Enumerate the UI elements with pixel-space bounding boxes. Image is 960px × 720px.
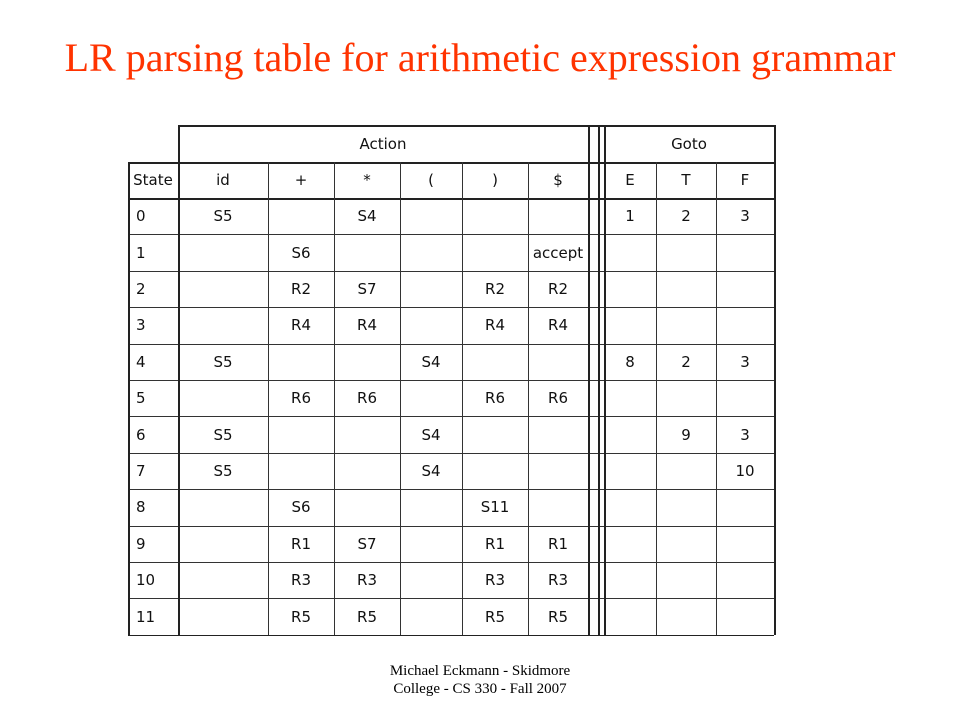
table-cell: R6: [548, 389, 568, 408]
table-cell: R6: [291, 389, 311, 408]
grid-line: [598, 125, 600, 635]
grid-line: [178, 125, 774, 127]
table-cell: [400, 598, 462, 634]
table-cell: [716, 234, 774, 270]
table-cell: [334, 489, 400, 525]
grid-line: [128, 162, 130, 635]
table-cell: S4: [421, 425, 441, 444]
table-cell: S6: [291, 498, 311, 517]
table-cell: S5: [213, 425, 233, 444]
grid-line: [128, 453, 774, 454]
column-header-2: +: [294, 171, 308, 189]
table-cell: [604, 271, 656, 307]
table-cell: [716, 380, 774, 416]
table-cell: [656, 489, 716, 525]
table-cell: [604, 453, 656, 489]
table-cell: S7: [357, 279, 377, 298]
column-header-3: *: [363, 171, 371, 189]
table-cell: 1: [625, 207, 635, 226]
grid-line: [178, 125, 180, 635]
table-cell: [528, 489, 588, 525]
column-header-8: T: [681, 171, 691, 189]
table-cell: [462, 198, 528, 234]
table-cell: [528, 453, 588, 489]
table-cell: R3: [357, 571, 377, 590]
column-header-9: F: [740, 171, 750, 189]
table-cell: [178, 526, 268, 562]
table-cell: [462, 453, 528, 489]
table-cell: R4: [357, 316, 377, 335]
table-cell: [604, 526, 656, 562]
grid-line: [128, 526, 774, 527]
table-cell: S5: [213, 207, 233, 226]
table-cell: [334, 416, 400, 452]
state-cell: 7: [136, 461, 146, 480]
table-cell: [268, 198, 334, 234]
footer-line-1: Michael Eckmann - Skidmore: [389, 663, 571, 679]
grid-line: [334, 162, 335, 635]
state-cell: 1: [136, 243, 146, 262]
table-cell: R1: [548, 534, 568, 553]
table-cell: R3: [485, 571, 505, 590]
table-cell: R2: [548, 279, 568, 298]
table-cell: S5: [213, 461, 233, 480]
table-cell: [656, 234, 716, 270]
slide-footer: [330, 662, 630, 698]
table-cell: [178, 234, 268, 270]
table-cell: [604, 416, 656, 452]
grid-line: [128, 489, 774, 490]
table-cell: [400, 526, 462, 562]
table-cell: 9: [681, 425, 691, 444]
grid-line: [128, 271, 774, 272]
table-cell: [334, 234, 400, 270]
table-cell: [334, 453, 400, 489]
table-cell: [400, 234, 462, 270]
table-cell: [604, 234, 656, 270]
grid-line: [128, 380, 774, 381]
table-cell: [716, 526, 774, 562]
grid-line: [462, 162, 463, 635]
footer-line-2: College - CS 330 - Fall 2007: [393, 681, 567, 697]
table-cell: R4: [291, 316, 311, 335]
state-cell: 5: [136, 389, 146, 408]
table-cell: [178, 598, 268, 634]
table-cell: [656, 307, 716, 343]
action-group-header: Action: [359, 134, 407, 153]
table-cell: 10: [735, 461, 755, 480]
table-cell: [528, 416, 588, 452]
table-cell: [656, 598, 716, 634]
state-cell: 2: [136, 279, 146, 298]
table-cell: 3: [740, 425, 750, 444]
state-cell: 4: [136, 352, 146, 371]
table-cell: accept: [532, 243, 584, 262]
grid-line: [128, 416, 774, 417]
table-cell: 2: [681, 207, 691, 226]
table-cell: R2: [291, 279, 311, 298]
table-cell: [400, 307, 462, 343]
table-cell: R6: [485, 389, 505, 408]
table-cell: [178, 271, 268, 307]
table-cell: S4: [421, 461, 441, 480]
table-cell: [268, 416, 334, 452]
grid-line: [128, 598, 774, 599]
grid-line: [656, 162, 657, 635]
state-cell: 10: [136, 571, 156, 590]
table-cell: [604, 562, 656, 598]
table-cell: [716, 489, 774, 525]
grid-line: [128, 344, 774, 345]
table-cell: R3: [548, 571, 568, 590]
column-header-5: ): [492, 171, 498, 189]
table-cell: [604, 489, 656, 525]
table-cell: R5: [357, 607, 377, 626]
table-cell: [462, 416, 528, 452]
column-header-1: id: [216, 171, 230, 189]
table-cell: R1: [485, 534, 505, 553]
grid-line: [716, 162, 717, 635]
table-cell: [656, 380, 716, 416]
grid-line: [588, 125, 590, 635]
grid-line: [528, 162, 529, 635]
grid-line: [128, 198, 774, 200]
table-cell: [400, 198, 462, 234]
table-cell: R5: [485, 607, 505, 626]
table-cell: S7: [357, 534, 377, 553]
table-cell: S4: [357, 207, 377, 226]
table-cell: 3: [740, 207, 750, 226]
table-cell: [462, 234, 528, 270]
state-cell: 6: [136, 425, 146, 444]
table-cell: [716, 271, 774, 307]
table-cell: [178, 562, 268, 598]
table-cell: [268, 344, 334, 380]
table-cell: 8: [625, 352, 635, 371]
table-cell: [604, 307, 656, 343]
table-cell: [716, 307, 774, 343]
state-cell: 8: [136, 498, 146, 517]
table-cell: [656, 562, 716, 598]
table-cell: 2: [681, 352, 691, 371]
table-cell: [462, 344, 528, 380]
table-cell: R3: [291, 571, 311, 590]
grid-line: [268, 162, 269, 635]
table-cell: [400, 562, 462, 598]
table-cell: [716, 598, 774, 634]
grid-line: [128, 562, 774, 563]
grid-line: [604, 125, 606, 635]
slide-title: LR parsing table for arithmetic expression grammar: [64, 35, 896, 80]
table-cell: S11: [480, 498, 510, 517]
table-cell: R2: [485, 279, 505, 298]
table-cell: R6: [357, 389, 377, 408]
column-header-4: (: [428, 171, 434, 189]
table-cell: [604, 598, 656, 634]
state-cell: 3: [136, 316, 146, 335]
grid-line: [128, 234, 774, 235]
table-cell: S6: [291, 243, 311, 262]
table-cell: [656, 453, 716, 489]
table-cell: [528, 344, 588, 380]
grid-line: [128, 162, 178, 164]
table-cell: R1: [291, 534, 311, 553]
table-cell: S4: [421, 352, 441, 371]
table-cell: 3: [740, 352, 750, 371]
table-cell: R5: [548, 607, 568, 626]
grid-line: [774, 125, 776, 635]
state-cell: 11: [136, 607, 156, 626]
state-cell: 9: [136, 534, 146, 553]
table-cell: [178, 489, 268, 525]
grid-line: [128, 635, 774, 637]
state-cell: 0: [136, 207, 146, 226]
column-header-6: $: [553, 171, 563, 189]
goto-group-header: Goto: [671, 134, 707, 153]
column-header-0: State: [133, 171, 173, 189]
table-cell: [400, 380, 462, 416]
table-cell: [178, 307, 268, 343]
table-cell: S5: [213, 352, 233, 371]
table-cell: [400, 271, 462, 307]
table-cell: R4: [548, 316, 568, 335]
table-cell: R5: [291, 607, 311, 626]
grid-line: [128, 307, 774, 308]
table-cell: [528, 198, 588, 234]
table-cell: [656, 526, 716, 562]
table-cell: R4: [485, 316, 505, 335]
table-cell: [656, 271, 716, 307]
table-cell: [268, 453, 334, 489]
table-cell: [716, 562, 774, 598]
table-cell: [178, 380, 268, 416]
table-cell: [400, 489, 462, 525]
column-header-7: E: [625, 171, 635, 189]
table-cell: [604, 380, 656, 416]
grid-line: [400, 162, 401, 635]
table-cell: [334, 344, 400, 380]
